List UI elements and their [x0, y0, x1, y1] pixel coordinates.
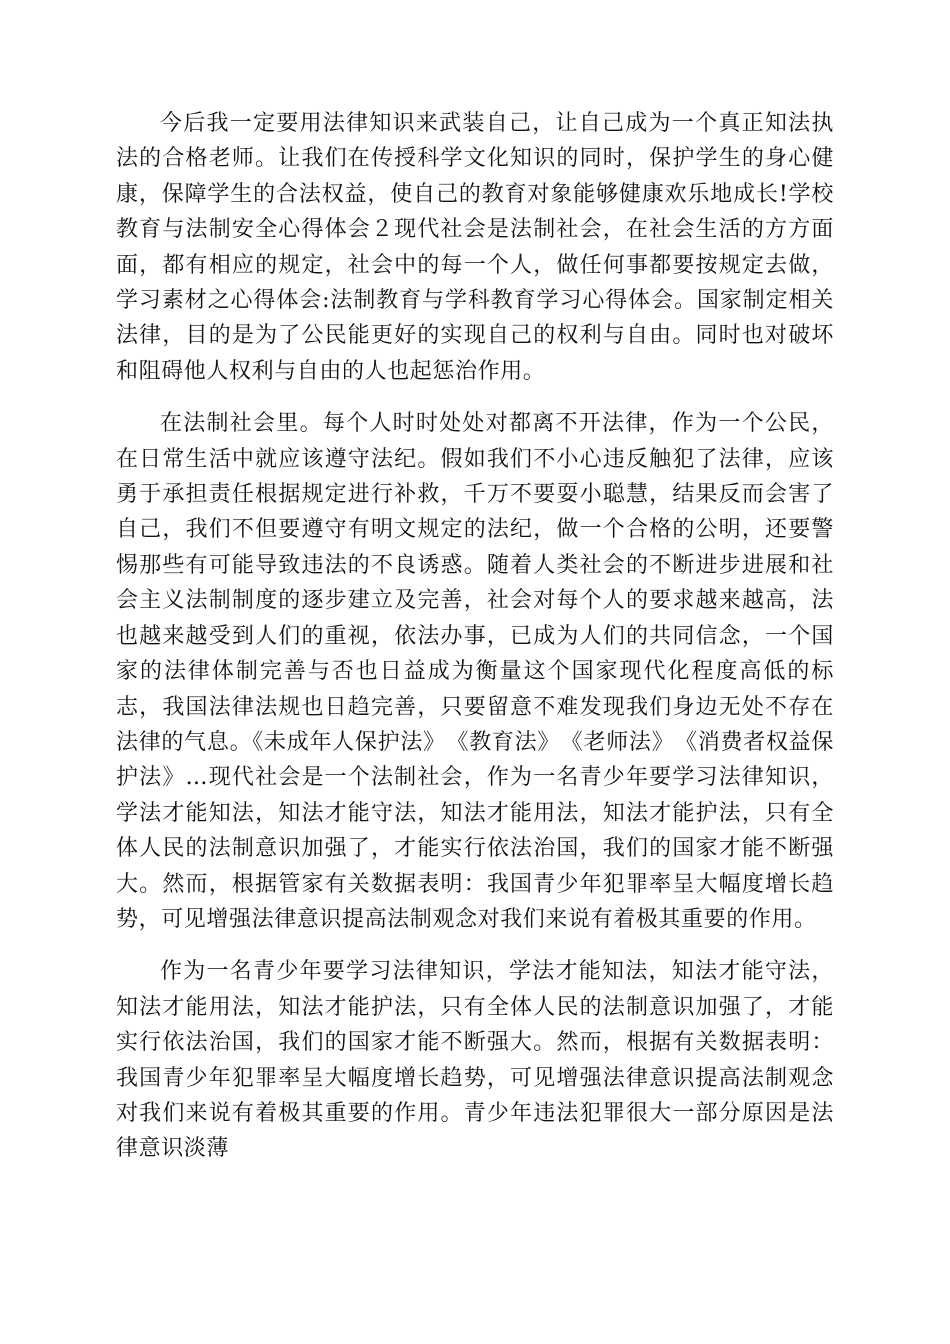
paragraph-3: 作为一名青少年要学习法律知识，学法才能知法，知法才能守法，知法才能用法，知法才能护法，只有全体人民的法制意识加强了，才能实行依法治国，我们的国家才能不断强大。然而，根据有关数据表明：我国青少年犯罪率呈大幅度增长趋势，可见增强法律意识提高法制观念对我们来说有着极其重要的作用。青少年违法犯罪很大一部分原因是法律意识淡薄: [116, 959, 834, 1162]
paragraph-2: 在法制社会里。每个人时时处处对都离不开法律，作为一个公民，在日常生活中就应该遵守法纪。假如我们不小心违反触犯了法律，应该勇于承担责任根据规定进行补救，千万不要耍小聪慧，结果反而会害了自己，我们不但要遵守有明文规定的法纪，做一个合格的公明，还要警惕那些有可能导致违法的不良诱惑。随着人类社会的不断进步进展和社会主义法制制度的逐步建立及完善，社会对每个人的要求越来越高，法也越来越受到人们的重视，依法办事，已成为人们的共同信念，一个国家的法律体制完善与否也日益成为衡量这个国家现代化程度高低的标志，我国法律法规也日趋完善，只要留意不难发现我们身边无处不存在法律的气息。《未成年人保护法》 《教育法》 《老师法》 《消费者权益保护法》…现代社会是一个法制社会，作为一名青少年要学习法律知识，学法才能知法，知法才能守法，知法才能用法，知法才能护法，只有全体人民的法制意识加强了，才能实行依法治国，我们的国家才能不断强大。然而，根据管家有关数据表明：我国青少年犯罪率呈大幅度增长趋势，可见增强法律意识提高法制观念对我们来说有着极其重要的作用。: [116, 411, 834, 932]
document-body: [116, 106, 834, 1184]
paragraph-1: 今后我一定要用法律知识来武装自己，让自己成为一个真正知法执法的合格老师。让我们在传授科学文化知识的同时，保护学生的身心健康，保障学生的合法权益，使自己的教育对象能够健康欢乐地成长!学校教育与法制安全心得体会２现代社会是法制社会，在社会生活的方方面面，都有相应的规定，社会中的每一个人，做任何事都要按规定去做，学习素材之心得体会:法制教育与学科教育学习心得体会。国家制定相关法律，目的是为了公民能更好的实现自己的权利与自由。同时也对破坏和阻碍他人权利与自由的人也起惩治作用。: [116, 111, 834, 384]
